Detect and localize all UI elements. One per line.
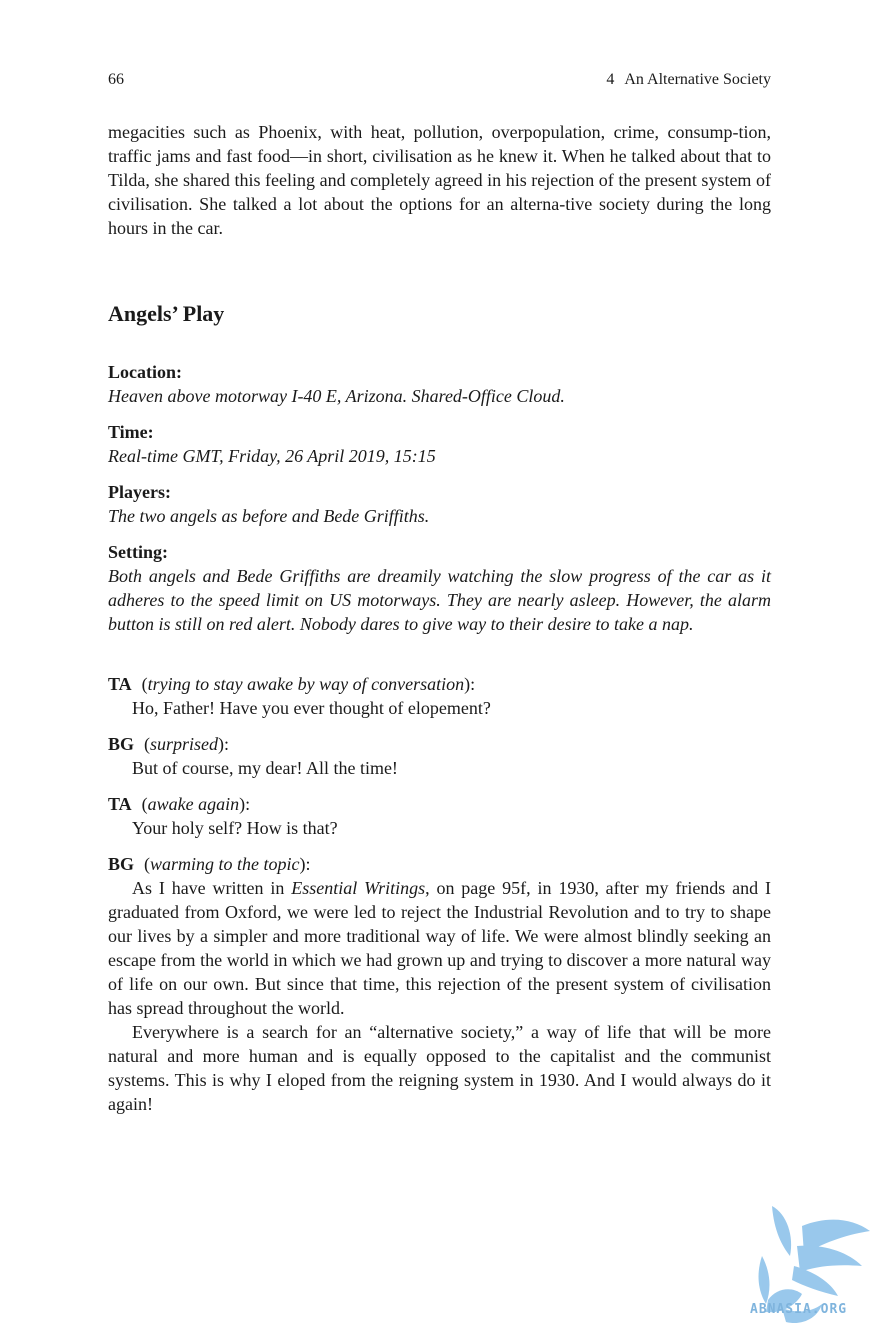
speaker-name: BG	[108, 854, 135, 874]
dialogue-entry	[108, 792, 771, 840]
speech-text: , on page 95f, in 1930, after my friends and I graduated from Oxford, we were led to reject the Industrial Revolution and to try to shape our lives by a simpler and more traditional way of life. We were almost blindly seeking an escape from the world in which we had grown up and trying to discover a more natural way of life on our own. But since that time, this rejection of the present system of civilisation has spread throughout the world.	[108, 878, 771, 1018]
dialogue-entry	[108, 672, 771, 720]
speaker-name: BG	[108, 734, 135, 754]
setting-label: Setting:	[108, 542, 168, 562]
speaker-line: TA (trying to stay awake by way of conversation):	[108, 674, 476, 694]
speaker-line: BG (surprised):	[108, 734, 230, 754]
stage-direction: awake again	[147, 794, 240, 814]
location-field	[108, 360, 771, 408]
stage-direction: surprised	[150, 734, 219, 754]
chapter-title: An Alternative Society	[624, 71, 771, 88]
spoken-line: Ho, Father! Have you ever thought of elopement?	[132, 698, 491, 718]
section-title: Angels’ Play	[108, 301, 225, 326]
location-value: Heaven above motorway I-40 E, Arizona. Shared-Office Cloud.	[108, 386, 565, 406]
location-label: Location:	[108, 362, 182, 382]
time-field	[108, 420, 771, 468]
watermark-text: ABNASIA.ORG	[750, 1302, 848, 1317]
speaker-name: TA	[108, 674, 132, 694]
setting-value: Both angels and Bede Griffiths are dreamily watching the slow progress of the car as it adheres to the speed limit on US motorways. They are nearly asleep. However, the alarm button is still on red alert. Nobody dares to give way to their desire to take a nap.	[108, 566, 771, 634]
speaker-line: TA (awake again):	[108, 794, 251, 814]
running-head	[108, 70, 771, 92]
intro-paragraph-block	[108, 120, 771, 240]
speech-paragraph	[108, 876, 771, 1020]
time-value: Real-time GMT, Friday, 26 April 2019, 15:15	[108, 446, 436, 466]
chapter-number: 4	[606, 71, 615, 88]
dialogue-entry	[108, 732, 771, 780]
dialogue-entry	[108, 852, 771, 1116]
speaker-name: TA	[108, 794, 132, 814]
speaker-line: BG (warming to the topic):	[108, 854, 311, 874]
speech-text: As I have written in	[132, 878, 292, 898]
speech-paragraph: Everywhere is a search for an “alternative society,” a way of life that will be more natural and more human and is equally opposed to the capitalist and the communist systems. This is why I eloped from the reigning system in 1930. And I would always do it again!	[108, 1022, 771, 1114]
book-title: Essential Writings	[291, 878, 426, 898]
stage-direction: trying to stay awake by way of conversation	[147, 674, 465, 694]
spoken-line: But of course, my dear! All the time!	[132, 758, 398, 778]
players-label: Players:	[108, 482, 171, 502]
intro-paragraph: megacities such as Phoenix, with heat, pollution, overpopulation, crime, consump-tion, traffic jams and fast food—in short, civilisation as he knew it. When he talked about that to Tilda, she shared this feeling and completely agreed in his rejection of the present system of civilisation. She talked a lot about the options for an alterna-tive society during the long hours in the car.	[108, 122, 771, 238]
stage-direction: warming to the topic	[150, 854, 300, 874]
setting-field	[108, 540, 771, 636]
players-value: The two angels as before and Bede Griffiths.	[108, 506, 430, 526]
chapter-heading	[606, 70, 771, 90]
time-label: Time:	[108, 422, 154, 442]
spoken-line: Your holy self? How is that?	[132, 818, 338, 838]
page-number: 66	[108, 71, 124, 88]
players-field	[108, 480, 771, 528]
